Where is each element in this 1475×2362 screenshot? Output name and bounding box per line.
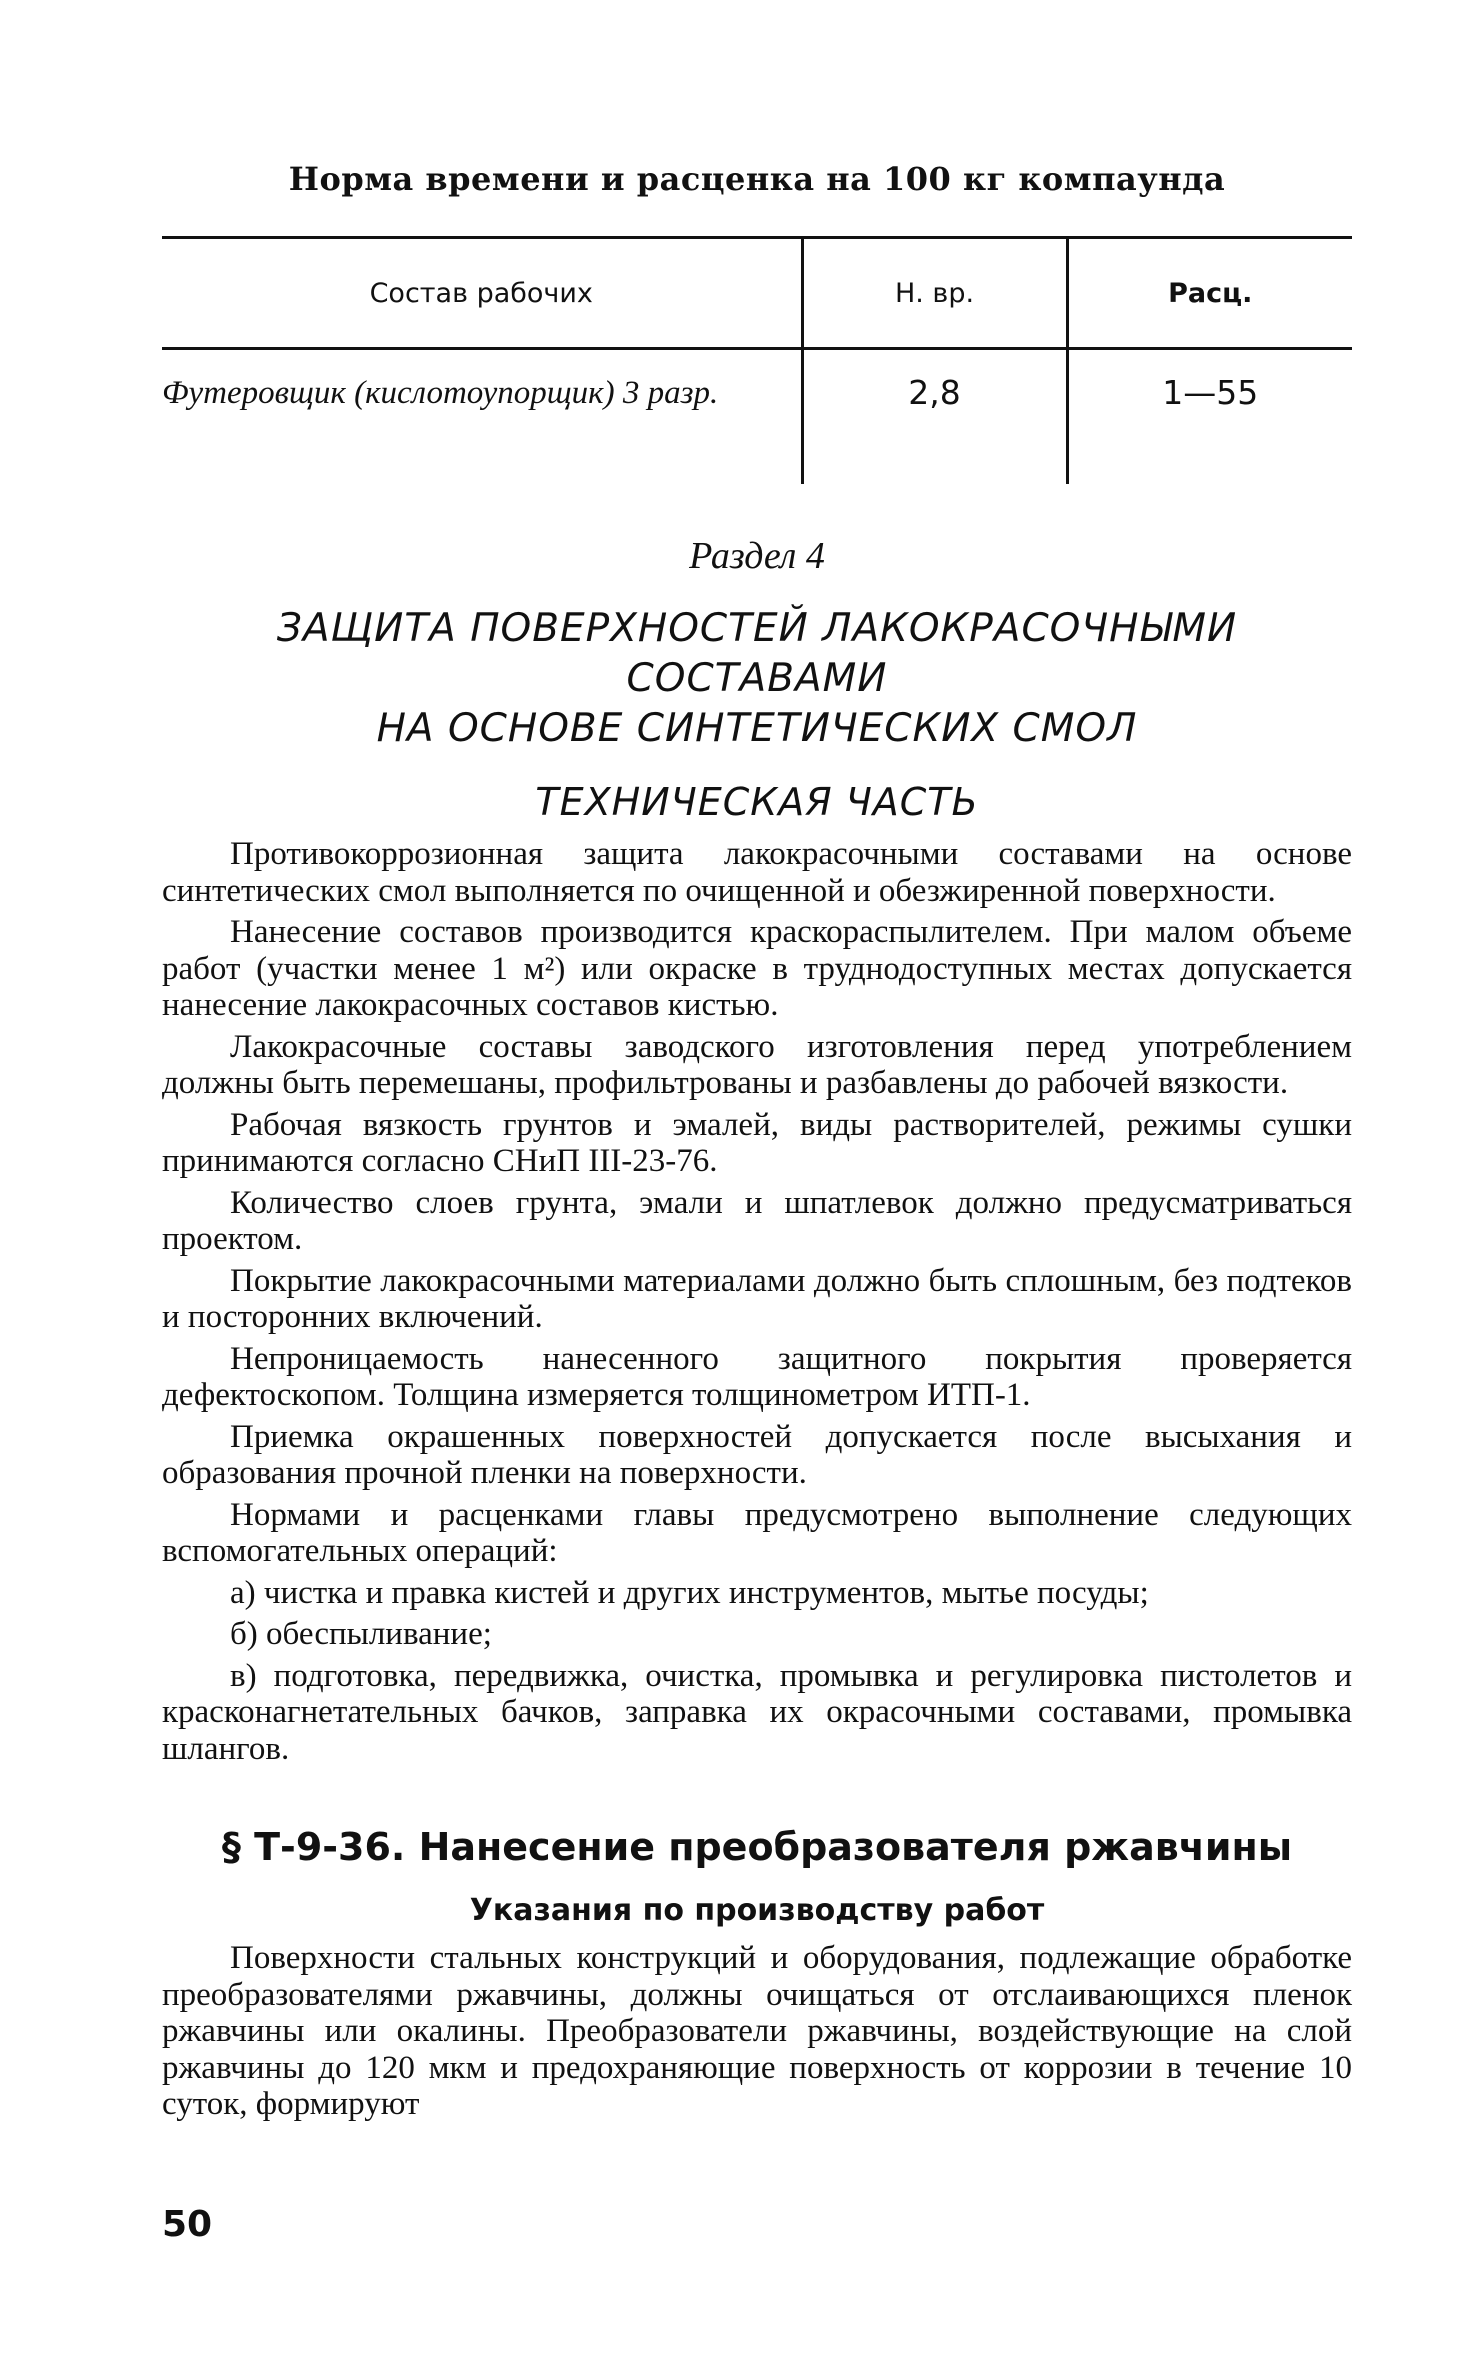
- technical-part-body: [162, 836, 1352, 1767]
- paragraph-heading: § Т-9-36. Нанесение преобразователя ржавчины: [221, 1825, 1293, 1869]
- norm-table: [162, 236, 1352, 484]
- paragraph: Противокоррозионная защита лакокрасочными составами на основе синтетических смол выполняется по очищенной и обезжиренной поверхности.: [162, 836, 1352, 909]
- paragraph: Покрытие лакокрасочными материалами должно быть сплошным, без подтеков и посторонних включений.: [162, 1262, 1352, 1335]
- list-item: б) обеспыливание;: [230, 1616, 492, 1652]
- list-item: в) подготовка, передвижка, очистка, промывка и регулировка пистолетов и красконагнетательных бачков, заправка их окрасочными составами, промывка шлангов.: [162, 1657, 1352, 1767]
- cell-worker: Футеровщик (кислотоупорщик) 3 разр.: [162, 375, 719, 411]
- paragraph-subheading: Указания по производству работ: [469, 1893, 1045, 1928]
- section-title-line-1: ЗАЩИТА ПОВЕРХНОСТЕЙ ЛАКОКРАСОЧНЫМИ СОСТАВАМИ: [276, 606, 1238, 701]
- paragraph-body: [162, 1940, 1352, 2123]
- table-header-row: [162, 238, 1352, 349]
- paragraph: Рабочая вязкость грунтов и эмалей, виды растворителей, режимы сушки принимаются согласно СНиП III-23-76.: [162, 1106, 1352, 1179]
- cell-rate: 1—55: [1067, 349, 1352, 485]
- header-workers: Состав рабочих: [369, 277, 593, 309]
- paragraph: Нормами и расценками главы предусмотрено выполнение следующих вспомогательных операций:: [162, 1496, 1352, 1569]
- section-title-line-2: НА ОСНОВЕ СИНТЕТИЧЕСКИХ СМОЛ: [376, 706, 1138, 751]
- header-rate: Расц.: [1067, 238, 1352, 349]
- paragraph: Лакокрасочные составы заводского изготовления перед употреблением должны быть перемешаны, профильтрованы и разбавлены до рабочей вязкости.: [162, 1028, 1352, 1101]
- page: [162, 160, 1352, 2123]
- paragraph: Нанесение составов производится краскораспылителем. При малом объеме работ (участки менее 1 м²) или окраске в труднодоступных местах допускается нанесение лакокрасочных составов кистью.: [162, 914, 1352, 1023]
- table-title: Норма времени и расценка на 100 кг компаунда: [288, 160, 1226, 198]
- cell-norm: 2,8: [802, 349, 1067, 485]
- page-number: 50: [162, 2204, 213, 2245]
- paragraph: Непроницаемость нанесенного защитного покрытия проверяется дефектоскопом. Толщина измеряется толщинометром ИТП-1.: [162, 1340, 1352, 1413]
- paragraph: Приемка окрашенных поверхностей допускается после высыхания и образования прочной пленки на поверхности.: [162, 1418, 1352, 1491]
- section-label: Раздел 4: [689, 535, 825, 577]
- paragraph: Количество слоев грунта, эмали и шпатлевок должно предусматриваться проектом.: [162, 1184, 1352, 1257]
- header-norm: Н. вр.: [802, 238, 1067, 349]
- paragraph: Поверхности стальных конструкций и оборудования, подлежащие обработке преобразователями ржавчины, должны очищаться от отслаивающихся пленок ржавчины или окалины. Преобразователи ржавчины, воздействующие на слой ржавчины до 120 мкм и предохраняющие поверхность от коррозии в течение 10 суток, формируют: [162, 1940, 1352, 2122]
- technical-part-title: ТЕХНИЧЕСКАЯ ЧАСТЬ: [535, 780, 979, 824]
- list-item: а) чистка и правка кистей и других инструментов, мытье посуды;: [230, 1574, 1149, 1611]
- table-row: [162, 349, 1352, 485]
